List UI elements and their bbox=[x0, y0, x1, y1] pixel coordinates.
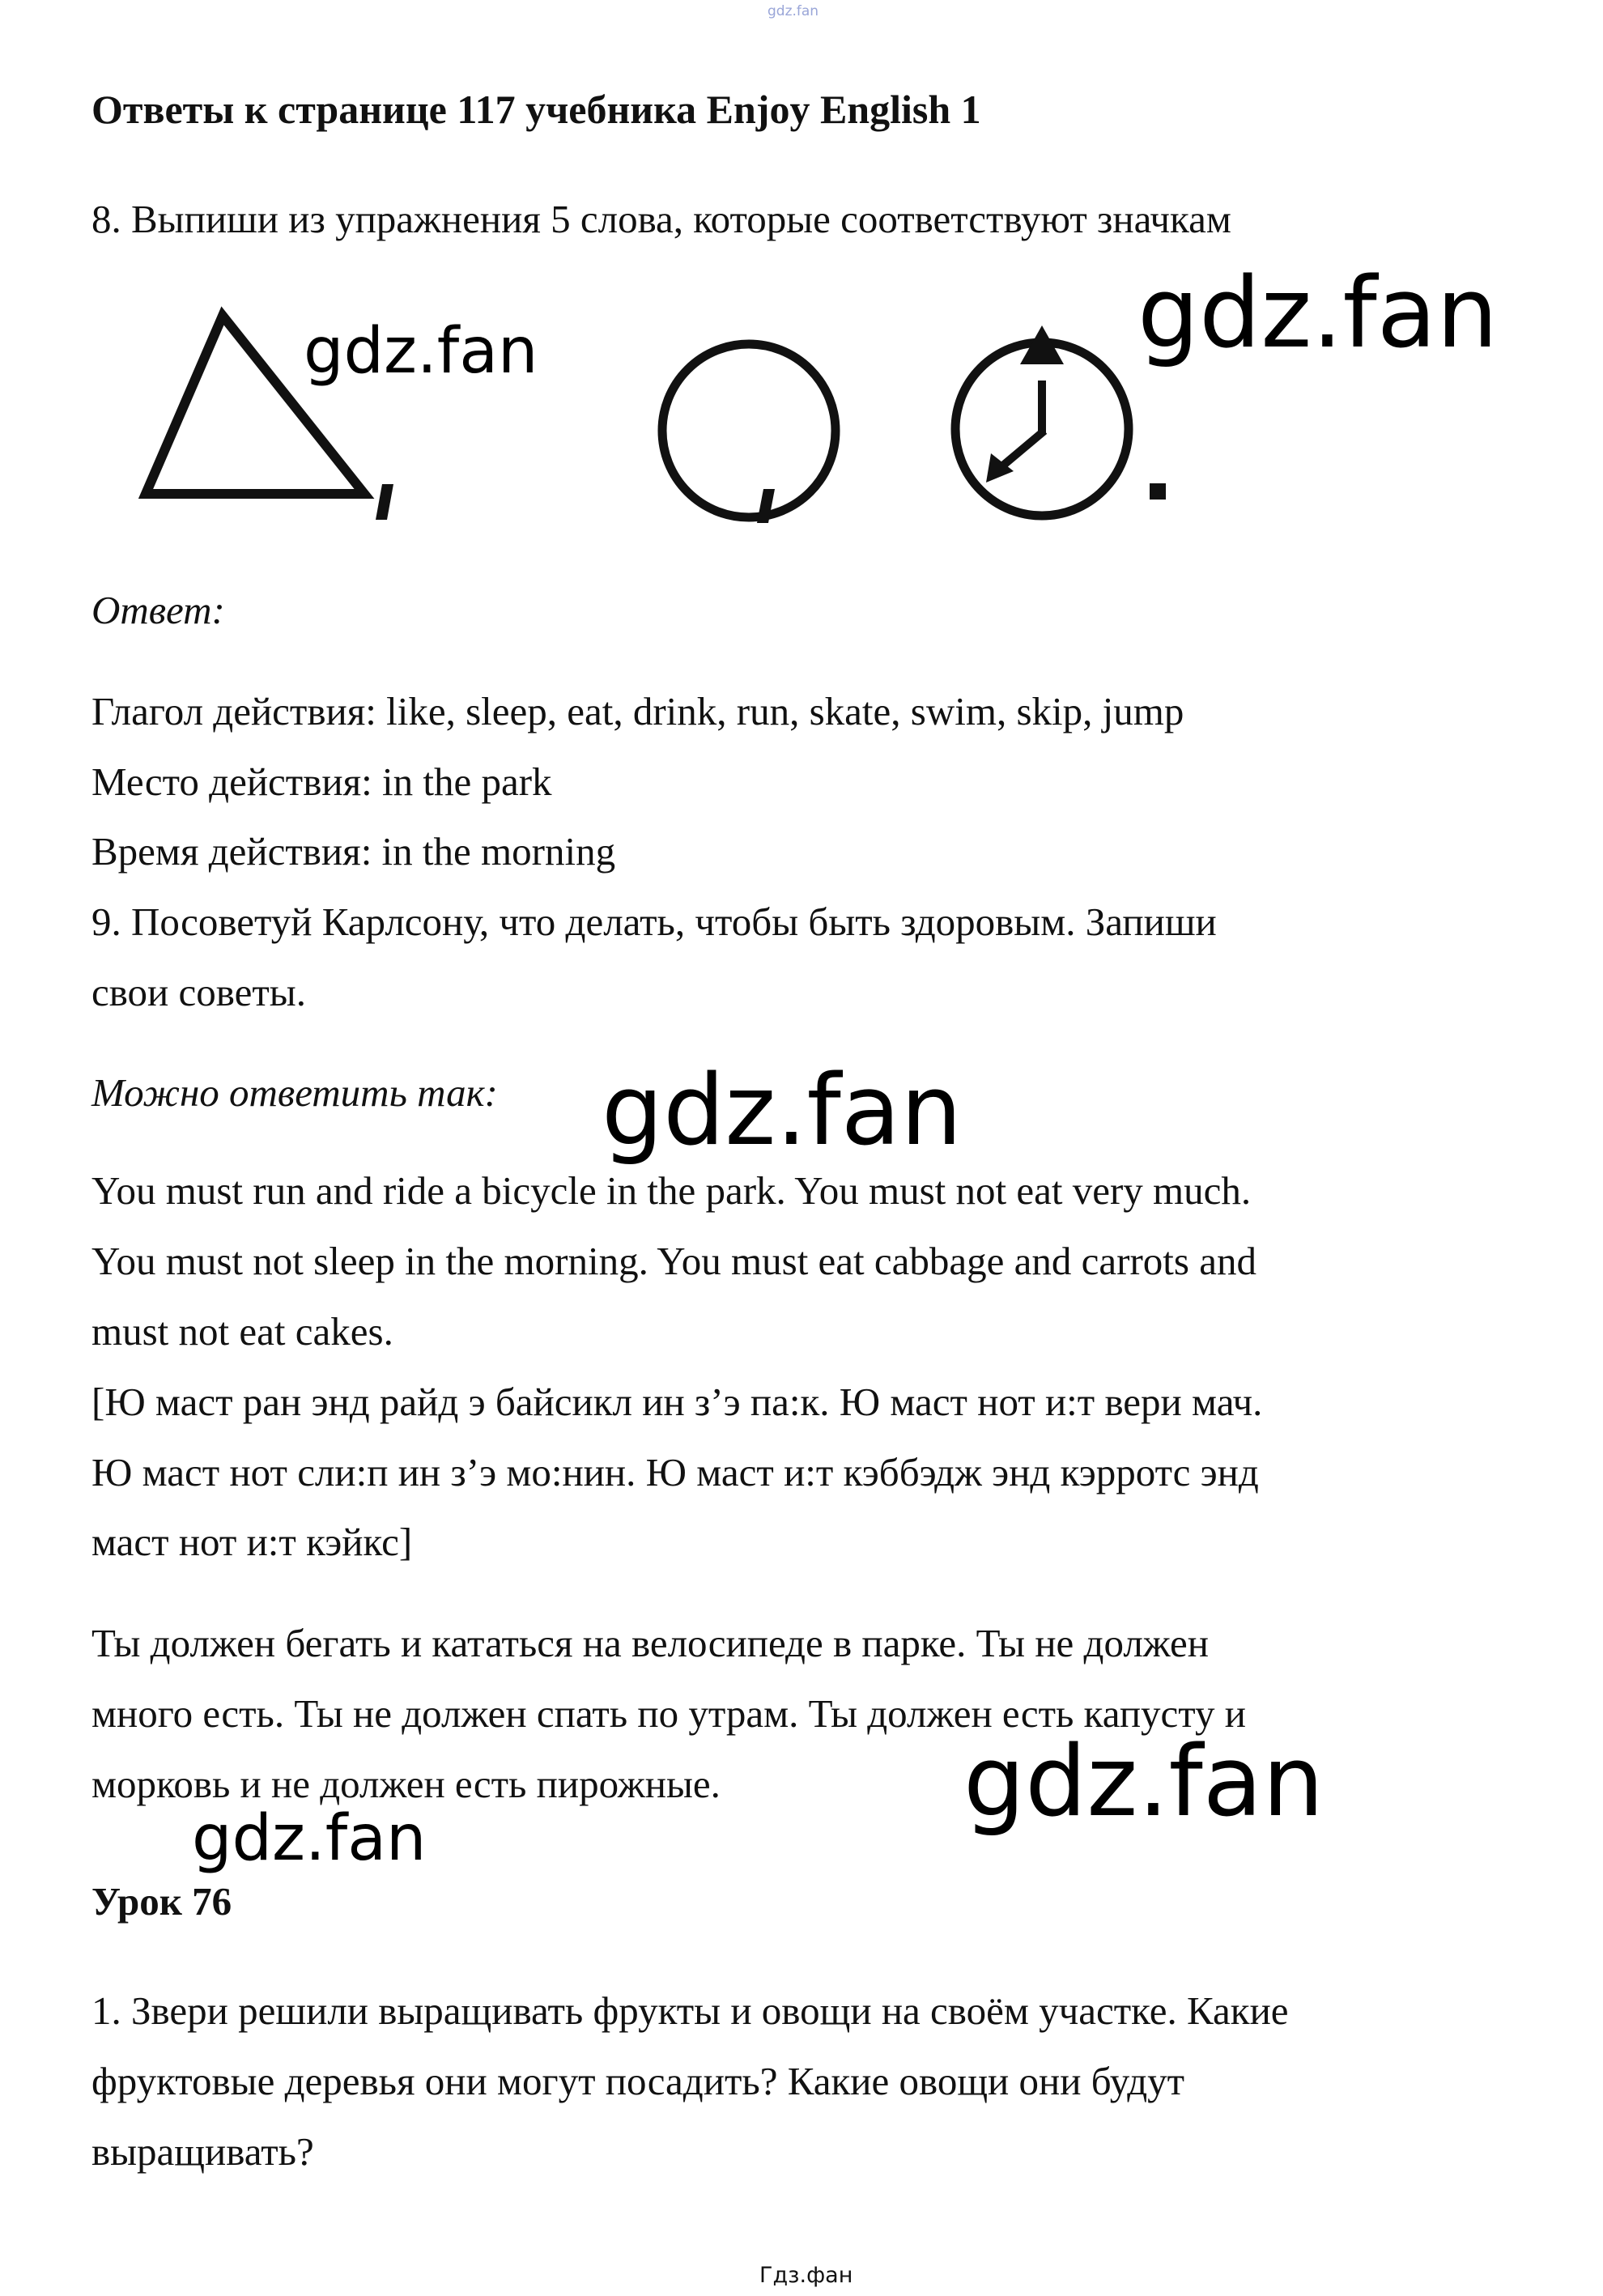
lesson-title: Урок 76 bbox=[91, 1879, 232, 1924]
header-watermark: gdz.fan bbox=[767, 3, 819, 19]
task8-figure bbox=[81, 291, 1214, 534]
footer-label: Гдз.фан bbox=[759, 2263, 853, 2288]
task8-question: 8. Выпиши из упражнения 5 слова, которые соответствуют значкам bbox=[91, 197, 1231, 241]
clock-icon bbox=[955, 325, 1166, 516]
task8-line-time: Время действия: in the morning bbox=[91, 829, 616, 874]
task9-transcription-line1: [Ю маст ран энд райд э байсикл ин з’э па:к. Ю маст нот и:т вери мач. bbox=[91, 1380, 1263, 1424]
lesson-task1-line3: выращивать? bbox=[91, 2129, 314, 2174]
task9-transcription-line3: маст нот и:т кэйкс] bbox=[91, 1520, 413, 1564]
page-title: Ответы к странице 117 учебника Enjoy English 1 bbox=[91, 87, 981, 132]
watermark-top-right: gdz.fan bbox=[1137, 257, 1499, 370]
task9-question-line2: свои советы. bbox=[91, 970, 306, 1014]
watermark-middle: gdz.fan bbox=[602, 1055, 963, 1167]
watermark-lower-right: gdz.fan bbox=[963, 1726, 1324, 1839]
task9-transcription-line2: Ю маст нот сли:п ин з’э мо:нин. Ю маст и:т кэббэдж энд кэрротс энд bbox=[91, 1450, 1259, 1495]
watermark-figure-left: gdz.fan bbox=[304, 315, 538, 388]
lesson-task1-line2: фруктовые деревья они могут посадить? Какие овощи они будут bbox=[91, 2059, 1185, 2103]
task9-translation-line3: морковь и не должен есть пирожные. bbox=[91, 1762, 721, 1806]
task9-translation-line2: много есть. Ты не должен спать по утрам. Ты должен есть капусту и bbox=[91, 1691, 1247, 1736]
watermark-lower-left: gdz.fan bbox=[192, 1802, 427, 1875]
task9-english-line2: You must not sleep in the morning. You must eat cabbage and carrots and bbox=[91, 1239, 1256, 1283]
task8-answer-label: Ответ: bbox=[91, 588, 225, 632]
task9-translation-line1: Ты должен бегать и кататься на велосипеде в парке. Ты не должен bbox=[91, 1621, 1209, 1665]
task9-question-line1: 9. Посоветуй Карлсону, что делать, чтобы быть здоровым. Запиши bbox=[91, 899, 1217, 944]
task8-line-verbs: Глагол действия: like, sleep, eat, drink, run, skate, swim, skip, jump bbox=[91, 689, 1184, 733]
task9-english-line1: You must run and ride a bicycle in the park. You must not eat very much. bbox=[91, 1168, 1252, 1213]
circle-icon bbox=[662, 344, 836, 523]
task8-line-place: Место действия: in the park bbox=[91, 759, 552, 804]
task9-english-line3: must not eat cakes. bbox=[91, 1309, 393, 1354]
lesson-task1-line1: 1. Звери решили выращивать фрукты и овощи на своём участке. Какие bbox=[91, 1988, 1289, 2033]
task9-answer-label: Можно ответить так: bbox=[91, 1070, 498, 1115]
